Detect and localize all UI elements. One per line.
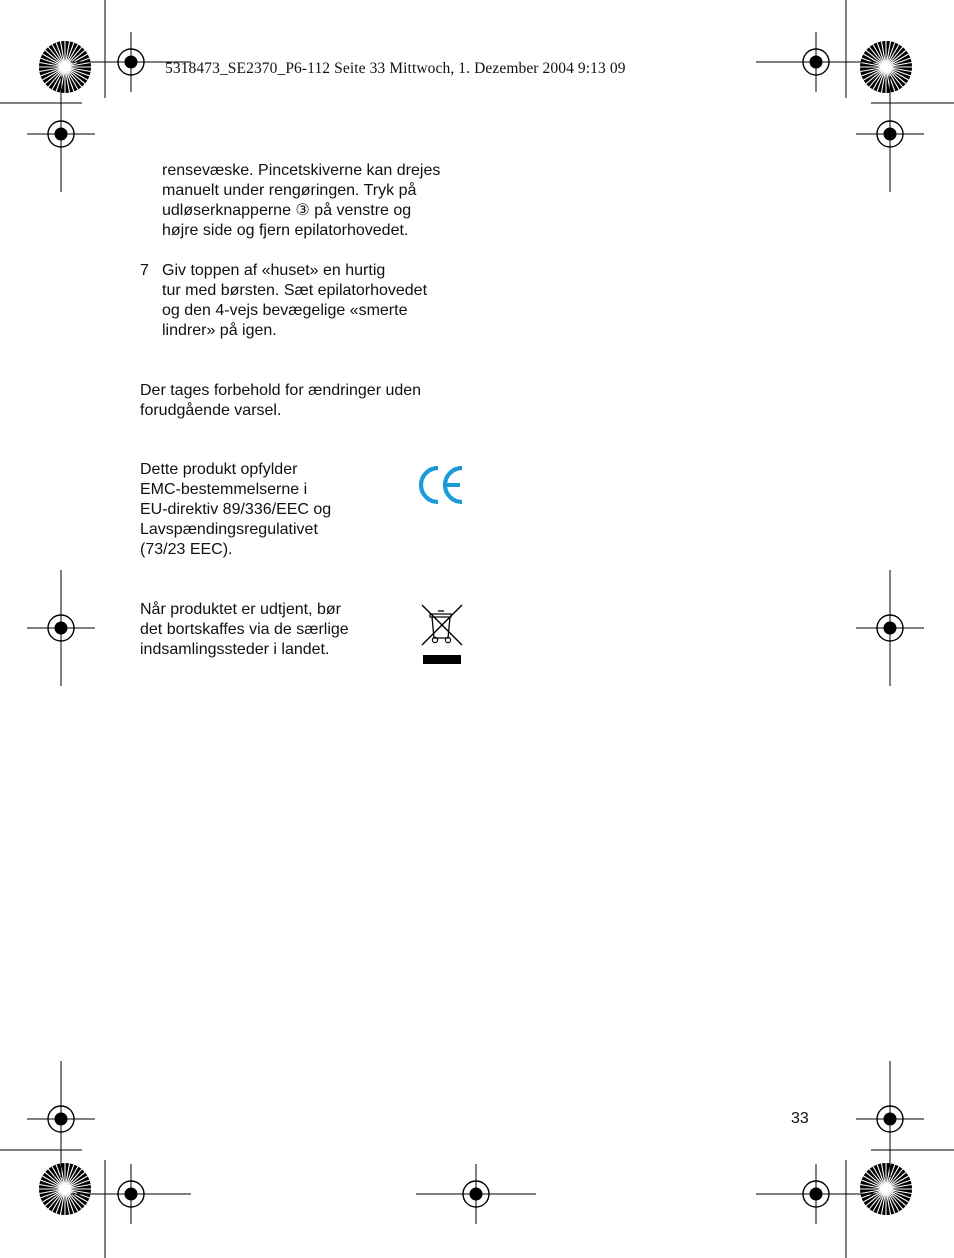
text-line: lindrer» på igen. xyxy=(162,322,277,339)
text-line: EMC-bestemmelserne i xyxy=(140,481,308,498)
print-header: 5318473_SE2370_P6-112 Seite 33 Mittwoch, 1. Dezember 2004 9:13 09 xyxy=(165,60,626,77)
text-line: det bortskaffes via de særlige xyxy=(140,621,349,638)
text-line: indsamlingssteder i landet. xyxy=(140,641,330,658)
text-line: rensevæske. Pincetskiverne kan drejes xyxy=(162,162,441,179)
text-line: forudgående varsel. xyxy=(140,402,282,419)
registration-rosette-icon xyxy=(860,1163,912,1215)
registration-rosette-icon xyxy=(39,1163,91,1215)
text-line: udløserknapperne ③ på venstre og xyxy=(162,202,412,219)
text-line: Der tages forbehold for ændringer uden xyxy=(140,382,422,399)
step-7-paragraph xyxy=(162,261,427,341)
text-line: (73/23 EEC). xyxy=(140,541,233,558)
text-line: Lavspændingsregulativet xyxy=(140,521,318,538)
text-line: højre side og fjern epilatorhovedet. xyxy=(162,222,409,239)
text-line: Giv toppen af «huset» en hurtig xyxy=(162,262,386,279)
text-line: Dette produkt opfylder xyxy=(140,461,298,478)
text-line: EU-direktiv 89/336/EEC og xyxy=(140,501,332,518)
ce-notice-paragraph xyxy=(140,460,331,560)
text-line: og den 4-vejs bevægelige «smerte xyxy=(162,302,408,319)
page-number: 33 xyxy=(791,1110,809,1127)
text-line: tur med børsten. Sæt epilatorhovedet xyxy=(162,282,428,299)
text-line: manuelt under rengøringen. Tryk på xyxy=(162,182,417,199)
step-number: 7 xyxy=(140,262,149,279)
crossed-out-wheelie-bin-icon xyxy=(420,603,466,667)
registration-rosette-icon xyxy=(39,41,91,93)
text-line: Når produktet er udtjent, bør xyxy=(140,601,341,618)
continuation-paragraph xyxy=(162,161,440,241)
registration-rosette-icon xyxy=(860,41,912,93)
ce-mark-icon xyxy=(418,464,466,506)
disposal-notice-paragraph xyxy=(140,600,349,660)
reservation-paragraph xyxy=(140,381,421,421)
